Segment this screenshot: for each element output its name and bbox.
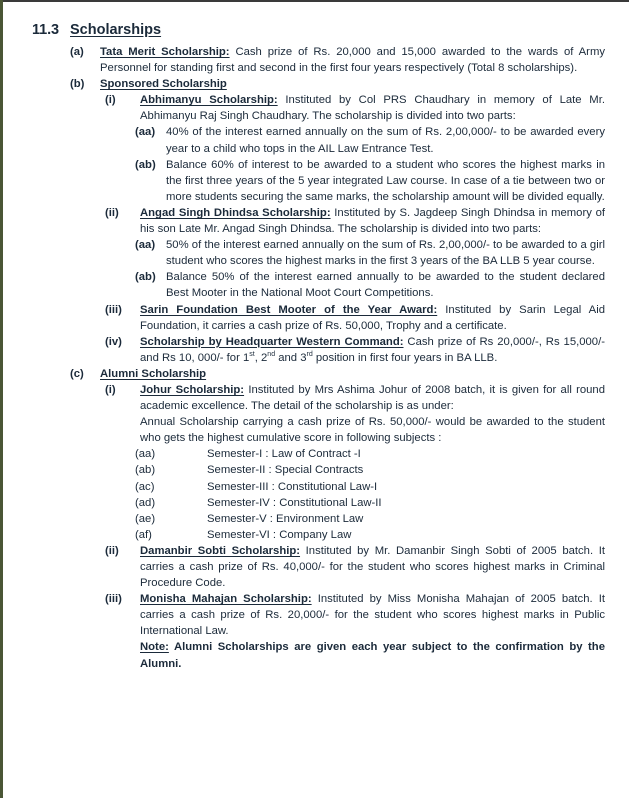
subject-label: Semester-VI : Company Law xyxy=(207,528,352,541)
list-item-body: Balance 50% of the interest earned annually to be awarded to the student declared Best Mooter in the National Moot Court Competitions. xyxy=(166,271,605,300)
list-marker: (ab) xyxy=(135,158,156,171)
ordinal-suffix-third: rd xyxy=(306,351,313,359)
group-heading: Sponsored Scholarship xyxy=(100,78,227,91)
scholarship-description-part3: and 3 xyxy=(275,351,307,364)
list-item-damanbir-sobti xyxy=(8,543,605,591)
list-item xyxy=(8,462,605,478)
scholarship-description-part2: , 2 xyxy=(254,351,268,364)
ordinal-suffix-first: st xyxy=(249,351,255,359)
list-item-body xyxy=(140,639,605,671)
list-marker: (i) xyxy=(105,94,116,107)
list-marker: (a) xyxy=(70,46,84,58)
list-item xyxy=(8,511,605,527)
list-marker: (aa) xyxy=(135,448,156,461)
list-item xyxy=(8,527,605,543)
list-item-body xyxy=(100,76,605,92)
scholarship-description: Instituted by Col PRS Chaudhary in memory of Late Mr. Abhimanyu Raj Singh Chaudhary. The scholarship is divided into two parts: xyxy=(140,94,605,123)
scholarship-description-part1: Cash prize of Rs 20,000/-, Rs 15,000/- and Rs 10, 000/- for 1 xyxy=(140,335,605,364)
list-item-body xyxy=(140,205,605,237)
list-marker: (af) xyxy=(135,528,152,541)
list-item-body xyxy=(140,543,605,591)
group-heading: Alumni Scholarship xyxy=(100,367,207,380)
list-item-dhindsa-part-aa xyxy=(8,237,605,269)
list-item-sponsored-scholarship xyxy=(8,76,605,92)
ordinal-suffix-second: nd xyxy=(267,351,276,359)
scholarship-description: Instituted by S. Jagdeep Singh Dhindsa in memory of his son Late Mr. Angad Singh Dhindsa. The scholarship is divided into two parts: xyxy=(140,206,605,236)
list-item-abhimanyu xyxy=(8,92,605,124)
scholarship-description: Instituted by Sarin Legal Aid Foundation, it carries a cash prize of Rs. 50,000, Trophy and a certificate. xyxy=(140,303,605,332)
list-item-alumni-scholarship xyxy=(8,366,605,382)
list-marker: (aa) xyxy=(135,239,156,252)
scholarship-name: Damanbir Sobti Scholarship: xyxy=(140,544,301,557)
section-heading xyxy=(8,22,605,38)
list-item-body xyxy=(140,92,605,124)
list-marker: (ii) xyxy=(105,206,119,219)
scholarship-name: Scholarship by Headquarter Western Command: xyxy=(140,335,404,348)
list-item-body xyxy=(100,366,605,382)
scholarship-description: Instituted by Mrs Ashima Johur of 2008 batch, it is given for all round academic excellence. The detail of the scholarship is as under: xyxy=(140,383,605,413)
list-item xyxy=(8,446,605,462)
note-label: Note: xyxy=(140,641,169,654)
list-item-body xyxy=(140,302,605,334)
list-marker: (iii) xyxy=(105,593,122,606)
list-item-angad-singh-dhindsa xyxy=(8,205,605,237)
list-marker: (iv) xyxy=(105,335,122,348)
scholarship-name: Abhimanyu Scholarship: xyxy=(140,94,278,107)
scholarship-name: Johur Scholarship: xyxy=(140,383,245,396)
scholarship-description: Instituted by Mr. Damanbir Singh Sobti of 2005 batch. It carries a cash prize of Rs. 40,000/- for the student who scores highest marks in Criminal Procedure Code. xyxy=(140,544,605,590)
list-item xyxy=(8,479,605,495)
list-marker: (ab) xyxy=(135,271,156,284)
list-marker: (ii) xyxy=(105,544,119,557)
list-item-body xyxy=(140,334,605,366)
semester-subject-list xyxy=(8,446,605,543)
section-number: 11.3 xyxy=(32,22,60,38)
scholarship-name: Monisha Mahajan Scholarship: xyxy=(140,593,312,606)
scholarship-name: Tata Merit Scholarship: xyxy=(100,46,230,58)
list-marker: (iii) xyxy=(105,303,122,316)
list-marker: (ad) xyxy=(135,496,156,509)
page-title: Scholarships xyxy=(70,22,162,38)
subject-label: Semester-I : Law of Contract -I xyxy=(207,448,361,461)
scholarship-description-part4: position in first four years in BA LLB. xyxy=(312,351,498,364)
scholarship-description: Instituted by Miss Monisha Mahajan of 2005 batch. It carries a cash prize of Rs. 20,000/- for the student who scores highest marks in Public International Law. xyxy=(140,593,605,638)
scholarship-description: Cash prize of Rs. 20,000 and 15,000 awarded to the wards of Army Personnel for standing first and second in the first four years respectively (Total 8 scholarships). xyxy=(100,46,606,75)
list-item-monisha-mahajan xyxy=(8,591,605,639)
list-item-sarin-foundation xyxy=(8,302,605,334)
list-item-body: 40% of the interest earned annually on the sum of Rs. 2,00,000/- to be awarded every year to a child who tops in the AIL Law Entrance Test. xyxy=(166,126,605,155)
list-marker: (ac) xyxy=(135,480,155,493)
list-item-dhindsa-part-ab xyxy=(8,269,605,301)
list-item-headquarter-western-command xyxy=(8,334,605,366)
list-item-body: Balance 60% of interest to be awarded to a student who scores the highest marks in the first three years of the 5 year integrated Law course. In case of a tie between two or more students securing the same marks, the scholarship amount will be divided equally. xyxy=(166,158,605,203)
subject-label: Semester-II : Special Contracts xyxy=(207,464,364,477)
scholarship-name: Angad Singh Dhindsa Scholarship: xyxy=(140,206,331,219)
list-marker: (c) xyxy=(70,367,84,380)
list-item-johur xyxy=(8,382,605,414)
alumni-note xyxy=(8,639,605,671)
list-item-body xyxy=(140,382,605,414)
list-marker: (i) xyxy=(105,383,116,396)
list-item-abhimanyu-part-aa xyxy=(8,124,605,156)
note-text: Alumni Scholarships are given each year subject to the confirmation by the Alumni. xyxy=(140,641,605,670)
list-item-body xyxy=(140,591,605,639)
scholarship-name: Sarin Foundation Best Mooter of the Year Award: xyxy=(140,303,438,316)
list-marker: (b) xyxy=(70,78,85,91)
list-item-tata-merit xyxy=(8,44,605,76)
subject-label: Semester-IV : Constitutional Law-II xyxy=(207,496,382,509)
subject-label: Semester-III : Constitutional Law-I xyxy=(207,480,378,493)
list-item-body: Annual Scholarship carrying a cash prize of Rs. 50,000/- would be awarded to the student who gets the highest cumulative score in following subjects : xyxy=(140,416,605,445)
list-item-abhimanyu-part-ab xyxy=(8,157,605,205)
list-item-body: 50% of the interest earned annually on the sum of Rs. 2,00,000/- to be awarded to a girl student who scores the highest marks in the first 3 years of the BA LLB 5 year course. xyxy=(166,239,605,268)
subject-label: Semester-V : Environment Law xyxy=(207,512,364,525)
list-marker: (aa) xyxy=(135,126,156,139)
list-item xyxy=(8,495,605,511)
johur-annual-scholarship-detail xyxy=(8,414,605,446)
list-marker: (ab) xyxy=(135,464,156,477)
list-item-body xyxy=(100,44,605,76)
list-marker: (ae) xyxy=(135,512,156,525)
